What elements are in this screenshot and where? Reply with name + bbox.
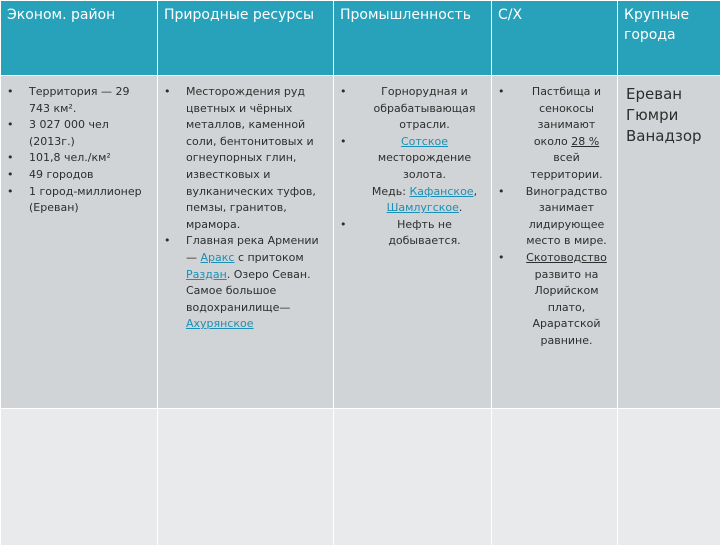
list-item: • Горнорудная и обрабатывающая отрасли. — [340, 84, 487, 134]
list-item — [498, 250, 613, 350]
text: развито на Лорийском плато, Араратской равнине. — [533, 268, 601, 347]
header-region: Эконом. район — [1, 1, 158, 76]
percent-value: 28 % — [571, 135, 599, 148]
text: , — [474, 185, 478, 198]
list-item: • 1 город-миллионер (Ереван) — [7, 184, 153, 217]
link-akhurian[interactable]: Ахурянское — [186, 317, 254, 330]
list-item: • Нефть не добывается. — [340, 217, 487, 250]
text: всей территории. — [530, 151, 602, 181]
link-kafan[interactable]: Кафанское — [409, 185, 473, 198]
link-shamlug[interactable]: Шамлугское — [387, 201, 459, 214]
list-item: • 49 городов — [7, 167, 153, 184]
city-name: Ереван — [620, 84, 718, 105]
list-item: • 3 027 000 чел (2013г.) — [7, 117, 153, 150]
cities-list — [618, 76, 720, 147]
livestock-term: Скотоводство — [526, 251, 607, 264]
header-cities: Крупные города — [618, 1, 720, 76]
industry-cell — [334, 76, 492, 409]
city-name: Ванадзор — [620, 126, 718, 147]
industry-list — [334, 76, 491, 250]
agriculture-list — [492, 76, 617, 350]
cities-cell — [618, 76, 720, 409]
text: Главная река Армении — — [186, 234, 319, 264]
empty-cell — [334, 409, 492, 546]
region-cell — [1, 76, 158, 409]
agriculture-cell — [492, 76, 618, 409]
header-resources: Природные ресурсы — [158, 1, 334, 76]
header-agriculture: С/Х — [492, 1, 618, 76]
link-araks[interactable]: Аракс — [201, 251, 235, 264]
link-razdan[interactable]: Раздан — [186, 268, 227, 281]
list-item — [164, 233, 329, 333]
data-row — [1, 76, 720, 409]
list-item: • Территория — 29 743 км². — [7, 84, 153, 117]
text: . Озеро Севан. Самое большое водохранилище— — [186, 268, 311, 314]
list-item: • Месторождения руд цветных и чёрных металлов, каменной соли, бентонитовых и огнеупорных глин, известковых и вулканических туфов, пемзы, гранитов, мрамора. — [164, 84, 329, 233]
list-item: • Виноградство занимает лидирующее место в мире. — [498, 184, 613, 250]
header-row — [1, 1, 720, 76]
resources-list — [158, 76, 333, 333]
header-industry: Промышленность — [334, 1, 492, 76]
empty-cell — [158, 409, 334, 546]
empty-cell — [618, 409, 720, 546]
empty-cell — [492, 409, 618, 546]
text: месторождение золота. — [378, 151, 471, 181]
link-sotsk[interactable]: Сотское — [401, 135, 448, 148]
list-item — [498, 84, 613, 184]
text: с притоком — [234, 251, 303, 264]
empty-row — [1, 409, 720, 546]
text: Пастбища и сенокосы занимают около — [532, 85, 601, 148]
list-item: • 101,8 чел./км² — [7, 150, 153, 167]
resources-cell — [158, 76, 334, 409]
text: . — [459, 201, 463, 214]
list-item — [340, 134, 487, 217]
region-list — [1, 76, 157, 217]
text: Медь: — [372, 185, 410, 198]
empty-cell — [1, 409, 158, 546]
city-name: Гюмри — [620, 105, 718, 126]
